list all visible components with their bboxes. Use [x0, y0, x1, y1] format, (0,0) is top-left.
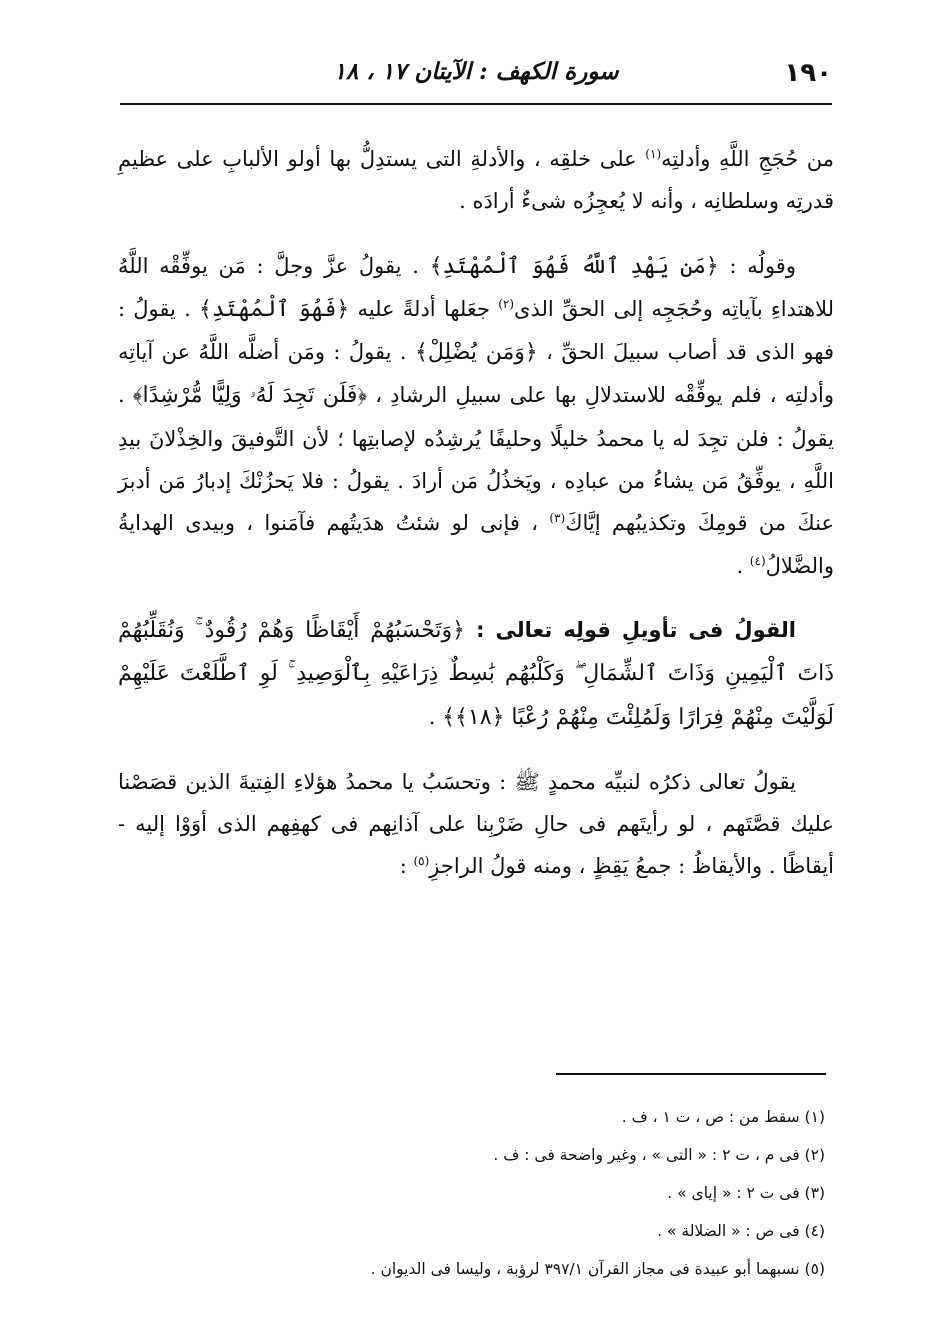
- footnote-ref: (١): [645, 147, 662, 161]
- footnote-3: (٣) فى ت ٢ : « إياى » .: [667, 1184, 825, 1202]
- quran-quote: ﴿مَن يَهْدِ ٱللَّهُ فَهُوَ ٱلْمُهْتَدِ﴾: [429, 253, 719, 279]
- footnote-ref: (٢): [498, 296, 515, 311]
- text-span: . يقولُ : فهو الذى قد أصاب سبيلَ الحقِّ ،: [118, 296, 835, 365]
- paragraph-4: [118, 761, 834, 888]
- footnote-2: (٢) فى م ، ت ٢ : « التى » ، وغير واضحة فى : ف .: [493, 1146, 825, 1164]
- quran-quote: ﴿فَلَن تَجِدَ لَهُۥ وَلِيًّا مُّرْشِدًا﴾: [132, 383, 368, 409]
- text-span: . يقولُ : ومَن أضلَّه اللَّهُ عن آياتِه وأدلتِه ، فلم يوفِّقْه للاستدلالِ بها على سبيلِ الرشادِ ،: [118, 340, 834, 408]
- page-header: [120, 52, 832, 96]
- text-span: .: [428, 704, 443, 729]
- text-span: من حُجَجِ اللَّهِ وأدلتِه: [661, 147, 835, 171]
- footnote-ref: (٥): [413, 854, 430, 869]
- footnotes: [290, 1098, 825, 1288]
- paragraph-1: [118, 138, 834, 223]
- main-text: [118, 138, 834, 888]
- text-span: وقولُه :: [718, 253, 796, 278]
- footnote-1: (١) سقط من : ص ، ت ١ ، ف .: [621, 1108, 825, 1126]
- header-rule: [120, 103, 832, 105]
- quran-quote: ﴿فَهُوَ ٱلْمُهْتَدِ﴾: [198, 296, 350, 322]
- paragraph-2: [118, 245, 834, 587]
- text-span: .: [736, 553, 750, 578]
- footnote-ref: (٤): [749, 553, 766, 568]
- footnote-ref: (٣): [549, 511, 566, 526]
- text-span: يقولُ تعالى ذكرُه لنبيِّه محمدٍ ﷺ : وتحسَبُ يا محمدُ هؤلاءِ الفِتيةَ الذين قصَصْنا عليك قصَّتَهم ، لو رأيتَهم فى حالِ ضَرْبِنا على آذانِهم فى كهفِهم الذى أوَوْا إليه - أيقاظًا . والأيقاظُ : جمعُ يَقِظٍ ، ومنه قولُ الراجزِ: [118, 769, 834, 879]
- running-title: سورة الكهف : الآيتان ١٧ ، ١٨: [333, 58, 619, 85]
- text-span: . يقولُ : فلن تجِدَ له يا محمدُ خليلًا وحليفًا يُرشِدُه لإصابتِها ؛ لأن التَّوفيقَ والخِذْلانَ بيدِ اللَّهِ ، يوفِّقُ مَن يشاءُ من عبادِه ، ويَخذُلُ مَن أرادَ . يقولُ : فلا يَحزُنْكَ إدبارُ مَن أدبرَ عنكَ من قومِكَ وتكذيبُهم إيَّاكَ: [118, 383, 834, 536]
- page-number: ١٩٠: [784, 58, 832, 88]
- paragraph-3-heading: [118, 609, 834, 739]
- text-span: . يقولُ عزَّ وجلَّ : مَن يوفِّقْه اللَّهُ للاهتداءِ بآياتِه وحُجَجِه إلى الحقِّ الذى: [118, 253, 834, 321]
- footnote-5: (٥) نسبهما أبو عبيدة فى مجاز القرآن ٣٩٧/١ لرؤبة ، وليسا فى الديوان .: [370, 1260, 825, 1278]
- footnote-4: (٤) فى ص : « الضلالة » .: [657, 1222, 825, 1240]
- quran-quote: ﴿وَمَن يُضْلِلْ﴾: [414, 340, 538, 366]
- footnote-rule: [556, 1073, 826, 1075]
- section-heading: القولُ فى تأويلِ قولِه تعالى :: [465, 617, 797, 642]
- text-span: :: [399, 854, 414, 879]
- quran-verse: ﴿وَتَحْسَبُهُمْ أَيْقَاظًا وَهُمْ رُقُودٌ ۚ وَنُقَلِّبُهُمْ ذَاتَ ٱلْيَمِينِ وَذَاتَ ٱلشِّمَالِ ۖ وَكَلْبُهُم بَٰسِطٌ ذِرَاعَيْهِ بِٱلْوَصِيدِ ۚ لَوِ ٱطَّلَعْتَ عَلَيْهِمْ لَوَلَّيْتَ مِنْهُمْ فِرَارًا وَلَمُلِئْتَ مِنْهُمْ رُعْبًا ﴿١٨﴾﴾: [118, 617, 834, 730]
- text-span: على خلقِه ، والأدلةِ التى يستدِلُّ بها أولو الألبابِ على عظيمِ قدرتِه وسلطانِه ، وأنه لا يُعجِزُه شىءٌ أرادَه .: [118, 147, 834, 214]
- text-span: جعَلها أدلةً عليه: [349, 296, 499, 321]
- text-span: ، فإنى لو شئتُ هدَيتُهم فآمَنوا ، وبيدى الهدايةُ والضَّلالُ: [118, 511, 834, 578]
